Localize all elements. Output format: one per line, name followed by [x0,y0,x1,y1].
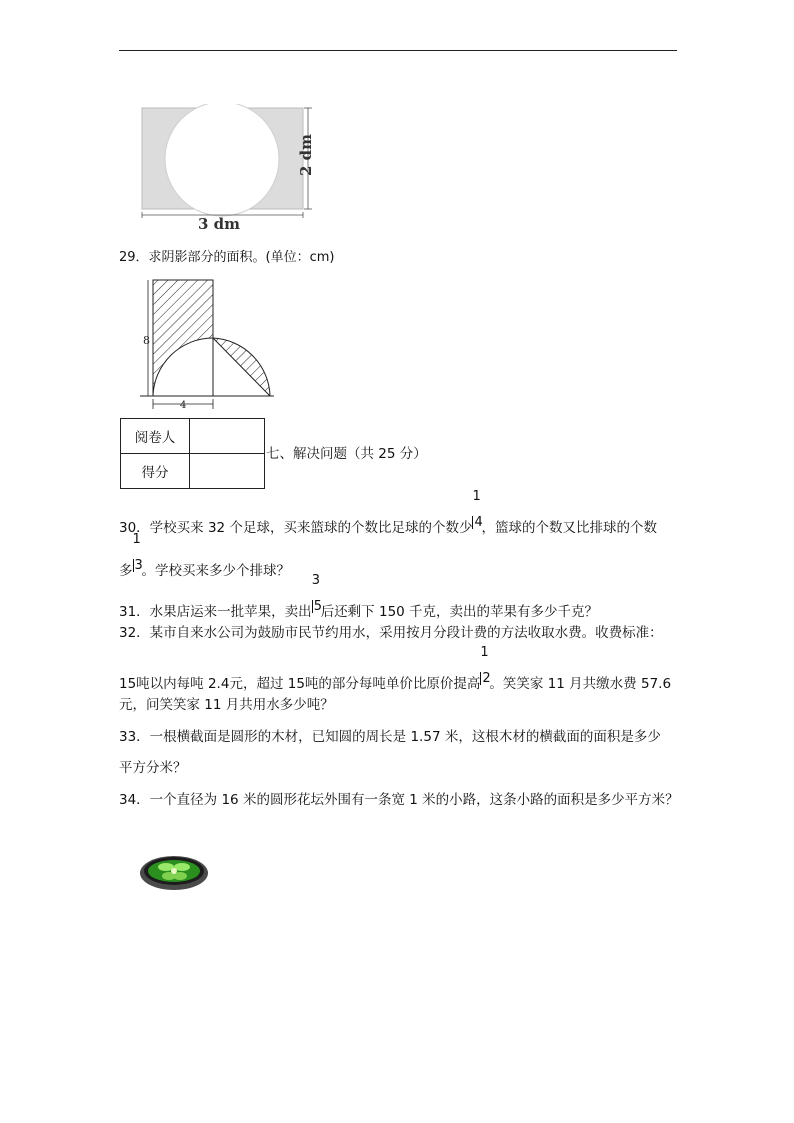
q31-text: 31．水果店运来一批苹果，卖出 3 5 后还剩下 150 千克，卖出的苹果有多少千克？ [119,573,599,620]
reviewer-cell[interactable] [190,419,265,454]
q33-line1: 33．一根横截面是圆形的木材，已知圆的周长是 1.57 米，这根木材的横截面的面积是多少 [119,729,661,745]
score-label: 得分 [121,454,190,489]
flower-bed-illustration [138,852,212,892]
q29-text: 29．求阴影部分的面积。(单位：cm) [119,250,335,265]
height-8-label: 8 [143,334,150,347]
section-title: 七、解决问题（共 25 分） [266,446,427,462]
shaded-area-figure [140,278,280,413]
q30-line2: 多 1 3 。学校买来多少个排球？ [119,532,290,579]
rect-circle-figure [138,104,318,234]
score-cell[interactable] [190,454,265,489]
header-rule [119,50,677,51]
fraction-1-4: 1 4 [472,489,483,530]
q30-line1: 30．学校买来 32 个足球，买来篮球的个数比足球的个数少 1 4 ，篮球的个数又比排球的个数 [119,489,657,536]
q32-line1: 32．某市自来水公司为鼓励市民节约用水，采用按月分段计费的方法收取水费。收费标准： [119,625,663,641]
width-label: 3 dm [198,215,241,233]
reviewer-label: 阅卷人 [121,419,190,454]
inscribed-circle [165,104,279,216]
fraction-3-5: 3 5 [311,573,322,614]
hatched-rect-region [153,280,213,396]
q33-line2: 平方分米？ [119,760,187,776]
fraction-1-2: 1 2 [480,645,491,686]
q32-line2: 15吨以内每吨 2.4元，超过 15吨的部分每吨单价比原价提高 1 2 。笑笑家 11 月共缴水费 57.6 [119,645,672,692]
width-4-label: 4 [180,400,187,411]
fraction-1-3: 1 3 [132,532,143,573]
q32-line3: 元，问笑笑家 11 月共用水多少吨？ [119,697,334,713]
height-label: 2 dm [297,133,315,176]
score-table [120,418,265,489]
q34-text: 34．一个直径为 16 米的圆形花坛外围有一条宽 1 米的小路，这条小路的面积是多少平方米？ [119,792,679,808]
